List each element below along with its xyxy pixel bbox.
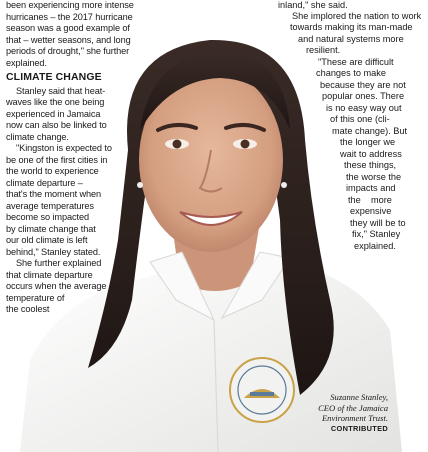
right-para-3-line: fix," Stanley <box>352 229 401 239</box>
right-para-3-line: changes to make <box>316 68 386 78</box>
right-para-2-line: towards making its man-made <box>290 22 413 32</box>
section-heading: CLIMATE CHANGE <box>6 71 102 83</box>
right-para-3-line: these things, <box>344 160 397 170</box>
right-para-3-line: of this one (cli- <box>330 114 390 124</box>
right-para-2-line: resilient. <box>306 45 341 55</box>
right-line-said: inland," she said. <box>278 0 348 10</box>
right-para-3-line: is no easy way out <box>326 103 402 113</box>
right-para-2-line: and natural systems more <box>298 34 404 44</box>
photo-credit: CONTRIBUTED <box>330 423 388 433</box>
left-column-article-text <box>6 0 134 316</box>
right-para-3-line: explained. <box>354 241 396 251</box>
caption-org: Environment Trust. <box>321 413 388 423</box>
caption-name: Suzanne Stanley, <box>330 392 388 402</box>
right-para-3-line: "These are difficult <box>318 57 394 67</box>
left-para-3: "Kingston is expected to be one of the first cities in the world to experience climate departure – that's the moment when average temperatures become so impacted by climate change that our old climate is left behind," Stanley stated. <box>6 143 112 257</box>
right-para-3-line: the more <box>348 195 392 205</box>
right-para-3-line: because they are not <box>320 80 406 90</box>
left-para-1: been experiencing more intense hurricanes – the 2017 hurricane season was a good example of that – wetter seasons, and long periods of drought," she further explained. <box>6 0 134 68</box>
right-para-2-line: She implored the nation to work <box>292 11 422 21</box>
caption-title: CEO of the Jamaica <box>318 402 388 413</box>
jamaica-environment-trust-logo <box>230 358 294 422</box>
left-para-2: Stanley said that heat- waves like the one being experienced in Jamaica now can also be linked to climate change. <box>6 85 107 142</box>
photo-caption <box>292 392 388 434</box>
right-para-3-line: the longer we <box>340 137 396 147</box>
right-para-3-line: wait to address <box>340 149 402 159</box>
right-para-3-line: the worse the <box>346 172 402 182</box>
right-para-3-line: expensive <box>350 206 392 216</box>
right-para-3-line: they will be to <box>350 218 406 228</box>
right-para-3-line: popular ones. There <box>322 91 405 101</box>
right-para-3-line: impacts and <box>346 183 396 193</box>
right-para-3-line: mate change). But <box>332 126 408 136</box>
left-para-4: She further explained that climate departure occurs when the average temperature of the coolest <box>6 258 107 314</box>
